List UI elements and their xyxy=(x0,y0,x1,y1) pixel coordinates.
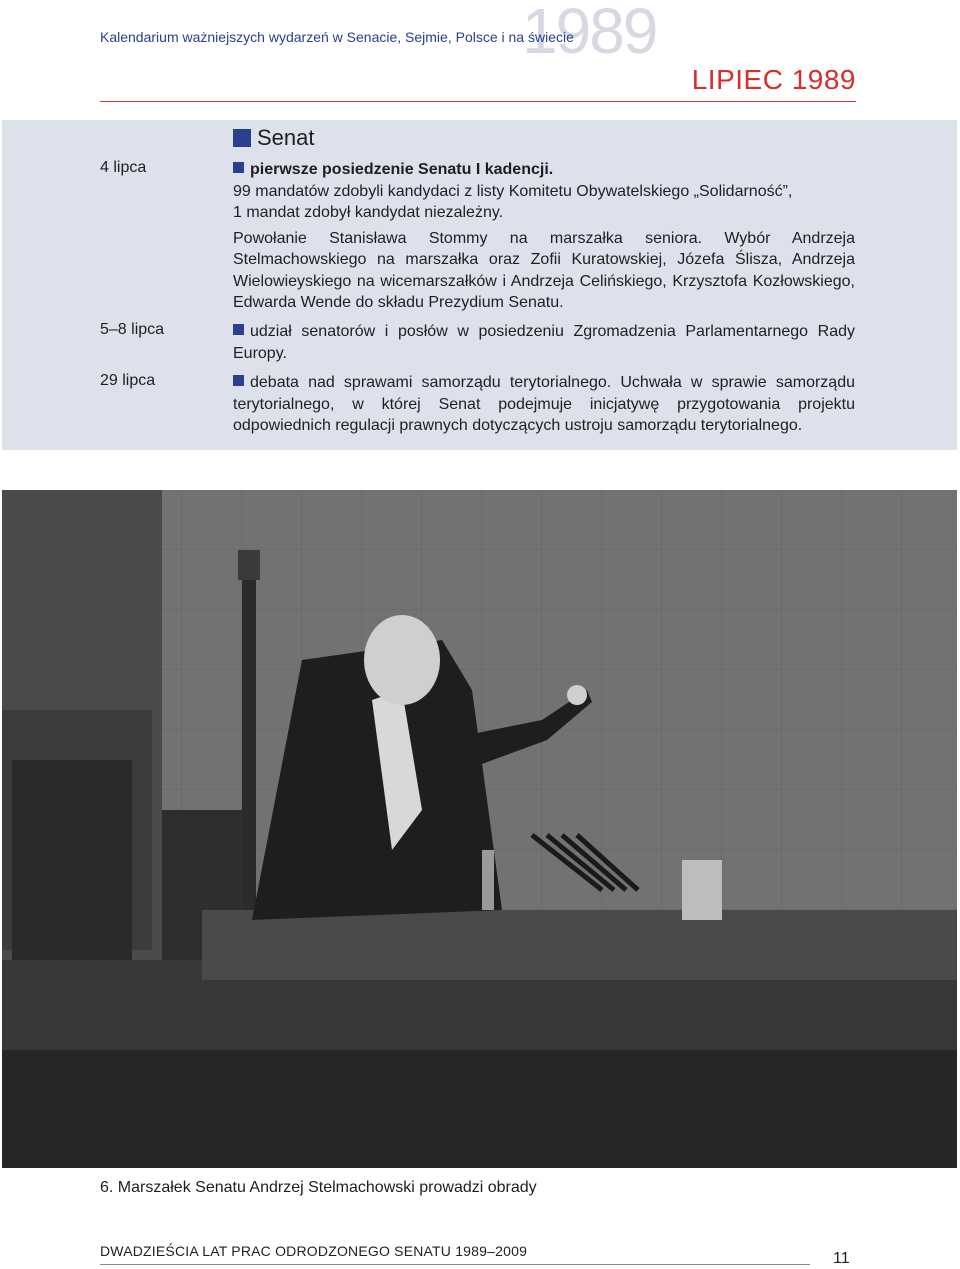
entry-date: 5–8 lipca xyxy=(100,321,165,338)
square-bullet-icon xyxy=(233,129,251,147)
header-year: 1989 xyxy=(522,0,657,67)
entry-date: 29 lipca xyxy=(100,372,156,389)
header-subtitle: Kalendarium ważniejszych wydarzeń w Senacie, Sejmie, Polsce i na świecie xyxy=(100,29,574,45)
section-title: Senat xyxy=(257,125,315,150)
header-rule xyxy=(100,101,856,102)
entry-title: pierwsze posiedzenie Senatu I kadencji. xyxy=(250,161,554,178)
entry-text: udział senatorów i posłów w posiedzeniu Zgromadzenia Parlamentarnego Rady Europy. xyxy=(233,323,855,362)
photo xyxy=(2,490,957,1168)
entry-line: 99 mandatów zdobyli kandydaci z listy Komitetu Obywatelskiego „Solidarność”, xyxy=(233,182,793,200)
entry-body xyxy=(233,321,855,364)
photo-caption: 6. Marszałek Senatu Andrzej Stelmachowski prowadzi obrady xyxy=(100,1179,537,1196)
entry-line: 1 mandat zdobył kandydat niezależny. xyxy=(233,204,504,221)
square-bullet-icon xyxy=(233,375,244,386)
photo-illustration xyxy=(2,490,957,1168)
section-heading xyxy=(233,125,315,151)
entry-paragraph: Powołanie Stanisława Stommy na marszałka seniora. Wybór Andrzeja Stelmachowskiego na marszałka oraz Zofii Kuratowskiej, Józefa Ślisza, Andrzeja Wielowieyskiego na wicemarszałków i Andrzeja Celińskiego, Krzysztofa Kozłowskiego, Edwarda Wende do składu Prezydium Senatu. xyxy=(233,229,855,311)
header-month: LIPIEC 1989 xyxy=(691,64,856,95)
entry-text: debata nad sprawami samorządu terytorialnego. Uchwała w sprawie samorządu terytorialnego, w której Senat podejmuje inicjatywę przygotowania projektu odpowiednich regulacji prawnych dotyczących ustroju samorządu terytorialnego. xyxy=(233,374,855,434)
square-bullet-icon xyxy=(233,162,244,173)
footer-title: DWADZIEŚCIA LAT PRAC ODRODZONEGO SENATU 1989–2009 xyxy=(100,1243,528,1259)
footer-rule xyxy=(100,1264,810,1265)
entry-date: 4 lipca xyxy=(100,159,147,176)
entry-body xyxy=(233,159,855,314)
square-bullet-icon xyxy=(233,324,244,335)
entry-body xyxy=(233,372,855,437)
page-number: 11 xyxy=(833,1250,850,1267)
